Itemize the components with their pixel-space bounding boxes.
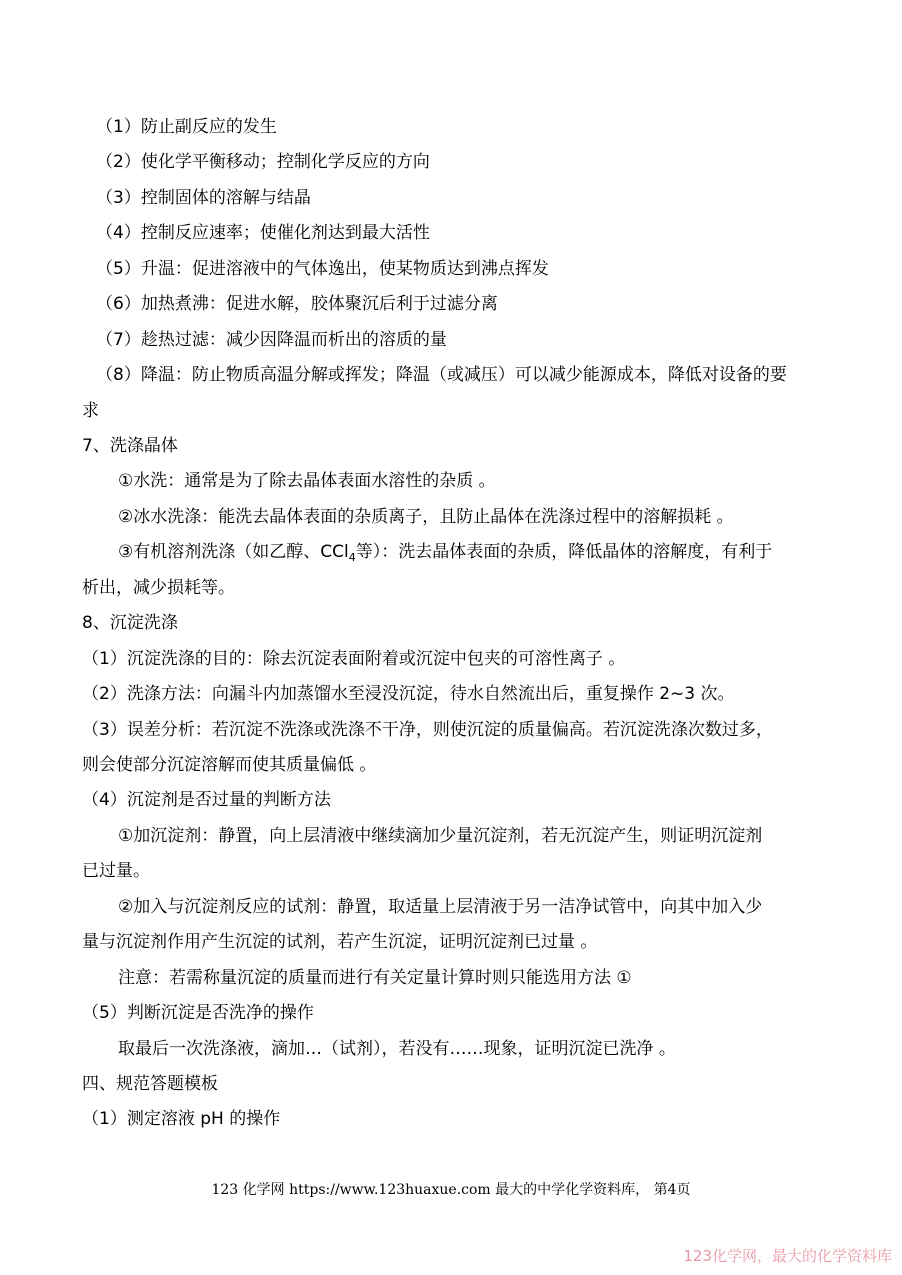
section-heading: 8、沉淀洗涤 — [82, 613, 178, 633]
section-heading: 7、洗涤晶体 — [82, 436, 178, 456]
text-line: ①加沉淀剂：静置，向上层清液中继续滴加少量沉淀剂，若无沉淀产生，则证明沉淀剂 — [118, 826, 763, 846]
section-heading: 四、规范答题模板 — [82, 1074, 218, 1094]
text-segment: ③有机溶剂洗涤（如乙醇、CCl — [118, 542, 349, 562]
text-line: （1）沉淀洗涤的目的：除去沉淀表面附着或沉淀中包夹的可溶性离子 。 — [82, 649, 626, 669]
page-footer: 123 化学网 https://www.123huaxue.com 最大的中学化学资料库， 第4页 — [211, 1182, 691, 1198]
text-line: （5）升温：促进溶液中的气体逸出，使某物质达到沸点挥发 — [96, 259, 549, 279]
text-line: （1）测定溶液 pH 的操作 — [82, 1109, 281, 1129]
text-line: 求 — [82, 401, 99, 421]
text-line: 析出，减少损耗等。 — [82, 578, 235, 598]
text-line: 已过量。 — [82, 861, 150, 881]
subscript: 4 — [348, 551, 356, 564]
text-line: 量与沉淀剂作用产生沉淀的试剂，若产生沉淀，证明沉淀剂已过量 。 — [82, 932, 598, 952]
text-line: （1）防止副反应的发生 — [96, 117, 277, 137]
watermark: 123化学网，最大的化学资料库 — [683, 1247, 892, 1265]
text-line: ①水洗：通常是为了除去晶体表面水溶性的杂质 。 — [118, 471, 496, 491]
text-line: ②加入与沉淀剂反应的试剂：静置，取适量上层清液于另一洁净试管中，向其中加入少 — [118, 897, 763, 917]
text-line: （4）控制反应速率；使催化剂达到最大活性 — [96, 223, 430, 243]
text-line: （3）误差分析：若沉淀不洗涤或洗涤不干净，则使沉淀的质量偏高。若沉淀洗涤次数过多， — [82, 720, 773, 740]
text-line: （2）洗涤方法：向漏斗内加蒸馏水至浸没沉淀，待水自然流出后，重复操作 2~3 次。 — [82, 684, 735, 704]
note-line: 注意：若需称量沉淀的质量而进行有关定量计算时则只能选用方法 ① — [118, 968, 632, 988]
text-line: （4）沉淀剂是否过量的判断方法 — [82, 790, 331, 810]
text-line: 则会使部分沉淀溶解而使其质量偏低 。 — [82, 755, 377, 775]
text-line: （2）使化学平衡移动；控制化学反应的方向 — [96, 152, 430, 172]
text-line — [118, 541, 772, 565]
text-segment: 等）：洗去晶体表面的杂质，降低晶体的溶解度，有利于 — [355, 542, 773, 562]
text-line: （5）判断沉淀是否洗净的操作 — [82, 1003, 314, 1023]
text-line: （6）加热煮沸：促进水解，胶体聚沉后利于过滤分离 — [96, 294, 498, 314]
text-line: ②冰水洗涤：能洗去晶体表面的杂质离子，且防止晶体在洗涤过程中的溶解损耗 。 — [118, 507, 734, 527]
text-line: 取最后一次洗涤液，滴加…（试剂），若没有……现象，证明沉淀已洗净 。 — [118, 1039, 676, 1059]
text-line: （7）趁热过滤：减少因降温而析出的溶质的量 — [96, 330, 447, 350]
text-line: （3）控制固体的溶解与结晶 — [96, 188, 311, 208]
text-line: （8）降温：防止物质高温分解或挥发；降温（或减压）可以减少能源成本，降低对设备的要 — [96, 365, 787, 385]
